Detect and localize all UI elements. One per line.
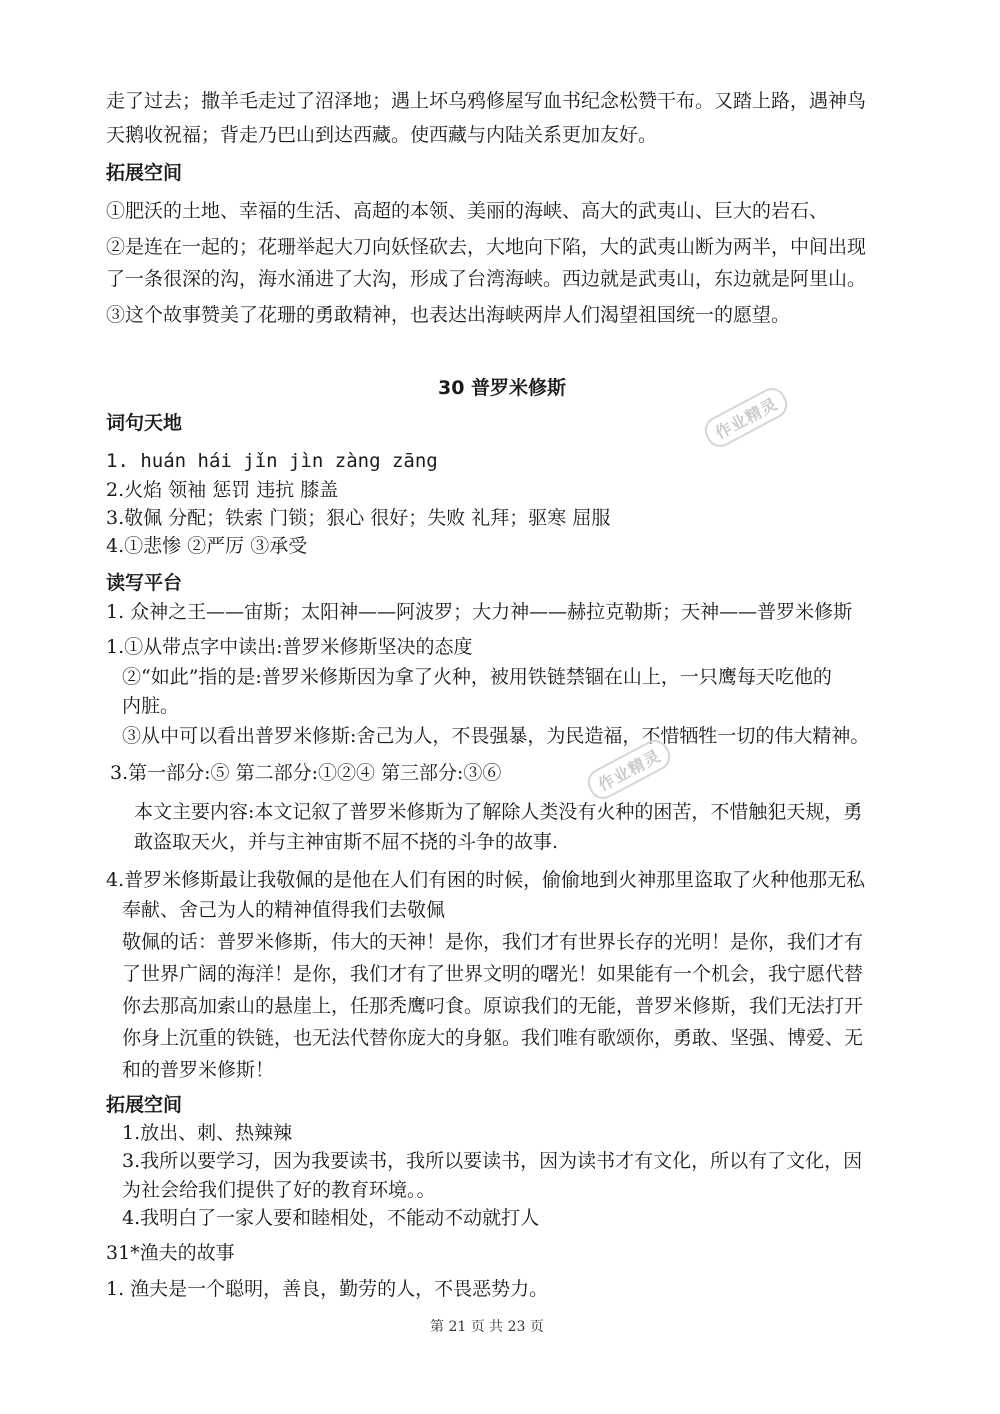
lesson-31-line-1: 1. 渔夫是一个聪明，善良，勤劳的人，不畏恶势力。 <box>106 1278 549 1300</box>
duxie-line-15: 和的普罗米修斯！ <box>122 1059 275 1081</box>
duxie-line-13: 你去那高加索山的悬崖上，任那秃鹰叼食。原谅我们的无能，普罗米修斯，我们无法打开 <box>122 995 864 1017</box>
duxie-line-2: 1.①从带点字中读出:普罗米修斯坚决的态度 <box>106 636 473 658</box>
section-heading-duxie: 读写平台 <box>106 572 183 594</box>
prev-line-2: 天鹅收祝福；背走乃巴山到达西藏。使西藏与内陆关系更加友好。 <box>106 124 658 146</box>
tuozhan-line-3: 为社会给我们提供了好的教育环境。。 <box>122 1179 436 1201</box>
prev-line-1: 走了过去；撒羊毛走过了沼泽地；遇上坏乌鸦修屋写血书纪念松赞干布。又踏上路，遇神鸟 <box>106 90 867 112</box>
prev-item-1: ①肥沃的土地、幸福的生活、高超的本领、美丽的海峡、高大的武夷山、巨大的岩石、 <box>106 200 829 222</box>
tuozhan-line-1: 1.放出、刺、热辣辣 <box>122 1122 293 1144</box>
duxie-line-3: ②“如此”指的是:普罗米修斯因为拿了火种，被用铁链禁锢在山上，一只鹰每天吃他的 <box>122 666 832 688</box>
watermark-stamp-2: 作业精灵 <box>583 735 675 804</box>
section-heading-ciju: 词句天地 <box>106 412 183 434</box>
prev-item-2-cont: 了一条很深的沟，海水涌进了大沟，形成了台湾海峡。西边就是武夷山，东边就是阿里山。 <box>106 268 867 290</box>
duxie-line-11: 敬佩的话：普罗米修斯，伟大的天神！是你，我们才有世界长存的光明！是你，我们才有 <box>122 931 864 953</box>
ciju-line-2: 2.火焰 领袖 惩罚 违抗 膝盖 <box>106 479 339 501</box>
prev-item-2: ②是连在一起的；花珊举起大刀向妖怪砍去，大地向下陷，大的武夷山断为两半，中间出现 <box>106 236 867 258</box>
tuozhan-line-2: 3.我所以要学习，因为我要读书，我所以要读书，因为读书才有文化，所以有了文化，因 <box>122 1150 863 1172</box>
page-footer: 第 21 页 共 23 页 <box>430 1319 544 1335</box>
duxie-line-10: 奉献、舍己为人的精神值得我们去敬佩 <box>122 899 446 921</box>
lesson-31-title: 31*渔夫的故事 <box>106 1242 235 1264</box>
section-heading-tuozhan-prev: 拓展空间 <box>106 162 183 184</box>
ciju-line-1: 1. huán hái jǐn jìn zàng zāng <box>106 450 438 472</box>
duxie-line-5: ③从中可以看出普罗米修斯:舍己为人，不畏强暴，为民造福，不惜牺牲一切的伟大精神。 <box>122 725 870 747</box>
ciju-line-4: 4.①悲惨 ②严厉 ③承受 <box>106 535 308 557</box>
duxie-line-14: 你身上沉重的铁链，也无法代替你庞大的身躯。我们唯有歌颂你，勇敢、坚强、博爱、无 <box>122 1027 864 1049</box>
prev-item-3: ③这个故事赞美了花珊的勇敢精神，也表达出海峡两岸人们渴望祖国统一的愿望。 <box>106 304 791 326</box>
duxie-line-6: 3.第一部分:⑤ 第二部分:①②④ 第三部分:③⑥ <box>110 762 502 784</box>
ciju-line-3: 3.敬佩 分配；铁索 门锁；狠心 很好；失败 礼拜；驱寒 屈服 <box>106 507 611 529</box>
duxie-line-8: 敢盗取天火，并与主神宙斯不屈不挠的斗争的故事. <box>134 831 559 853</box>
tuozhan-line-4: 4.我明白了一家人要和睦相处，不能动不动就打人 <box>122 1207 540 1229</box>
duxie-line-1: 1. 众神之王——宙斯；太阳神——阿波罗；大力神——赫拉克勒斯；天神——普罗米修斯 <box>106 601 853 623</box>
duxie-line-7: 本文主要内容:本文记叙了普罗米修斯为了解除人类没有火种的困苦，不惜触犯天规，勇 <box>134 801 863 823</box>
duxie-line-9: 4.普罗米修斯最让我敬佩的是他在人们有困的时候，偷偷地到火神那里盗取了火种他那无私 <box>106 869 866 891</box>
section-heading-tuozhan: 拓展空间 <box>106 1094 183 1116</box>
duxie-line-4: 内脏。 <box>122 695 180 717</box>
watermark-stamp-1: 作业精灵 <box>700 383 792 452</box>
duxie-line-12: 了世界广阔的海洋！是你，我们才有了世界文明的曙光！如果能有一个机会，我宁愿代替 <box>122 963 864 985</box>
lesson-30-title: 30 普罗米修斯 <box>438 377 567 399</box>
